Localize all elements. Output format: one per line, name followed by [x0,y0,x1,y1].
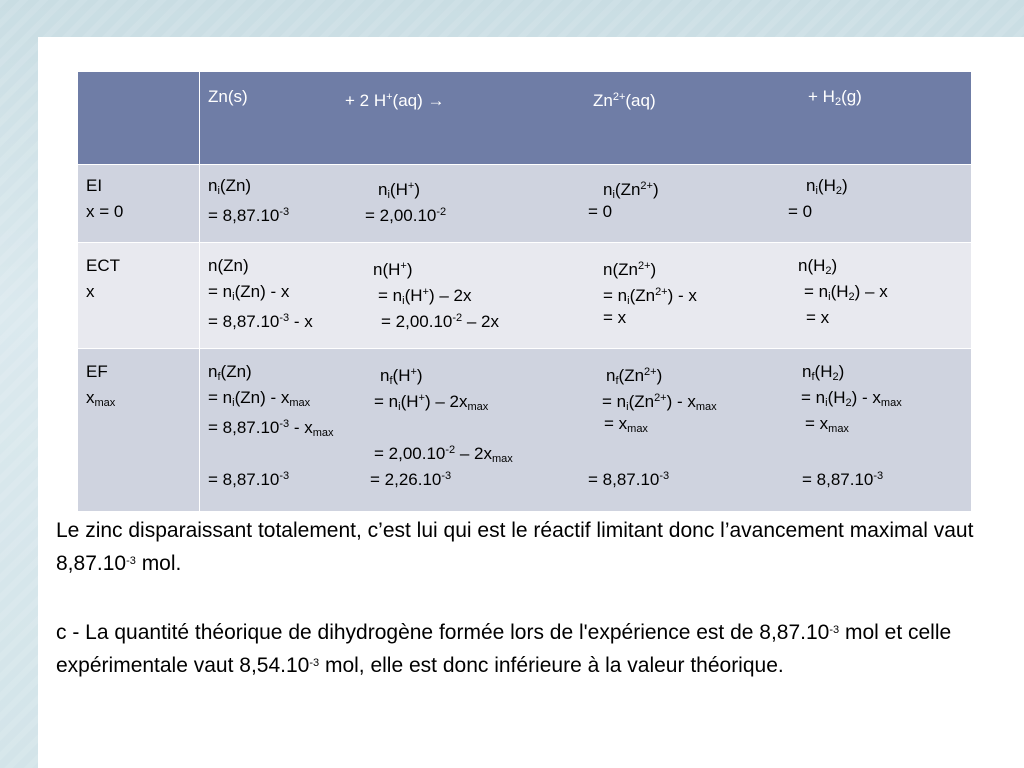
ect-l2-zn2: = $n_i(Zn^{2+})$ - x [603,286,697,307]
ect-l2-h: = $n_i(H^+) - 2x$ [378,286,472,307]
ef-l2-zn: = $n_i(Zn) - x_{max}$ [208,388,311,409]
ei-l2-zn2: = 0 [588,202,613,221]
ei-l2-h2: = 0 [788,202,813,221]
row-ect-label [78,243,200,349]
ect-l3-h2: = x [806,308,830,327]
ect-l1-h: n(H+) [373,260,413,279]
header-h: + 2 H+(aq) → [345,91,445,110]
ei-l1-zn2: $n_i(Zn^{2+})$ [603,180,659,201]
header-zn: Zn(s) [208,87,248,106]
header-empty-cell [78,72,200,165]
ef-l5-zn2: = $8,87.10^{-3}$ [588,470,670,489]
ef-l3-zn: = $8,87.10^{-3} - x_{max}$ [208,418,334,439]
ect-l1-zn: n(Zn) [208,256,249,275]
ef-l4-h: = $2,00.10^{-2} - 2x_{max}$ [374,444,513,465]
header-equation-cell [200,72,972,165]
ef-l2-h2: = $n_i(H_2) - x_{max}$ [801,388,902,409]
ect-l3-zn2: = x [603,308,627,327]
question-c-paragraph: c - La quantité théorique de dihydrogène formée lors de l'expérience est de $8,87.10^{-3}$ mol et celle expérimentale vaut $8,54.10^{-3}$ mol, elle est donc inférieure à la valeur théorique. [56,621,952,677]
ect-label-1: ECT [86,256,120,275]
table-header-row [78,72,972,165]
row-ef [78,349,972,512]
ef-l2-zn2: = $n_i(Zn^{2+}) - x_{max}$ [602,392,717,413]
ef-l3-zn2: = $x_{max}$ [604,414,648,435]
ef-l5-h: = $2,26.10^{-3}$ [370,470,452,489]
row-ei-values [200,165,972,243]
ei-l1-h2: $n_i(H_2)$ [806,176,848,197]
header-h2: + $H_2(g)$ [808,87,862,108]
ei-label-2: x = 0 [86,202,124,221]
row-ef-values [200,349,972,512]
ect-l1-zn2: $n(Zn^{2+})$ [603,260,657,279]
ei-label-1: EI [86,176,103,195]
ef-l1-h2: $n_f(H_2)$ [802,362,845,383]
ef-l1-zn: $n_f(Zn)$ [208,362,252,383]
row-ef-label [78,349,200,512]
ef-l1-zn2: $n_f(Zn^{2+})$ [606,366,663,387]
ei-l1-zn: $n_i(Zn)$ [208,176,252,197]
ef-label-2: $x_{max}$ [86,388,116,409]
ei-l2-zn: = $8,87.10^{-3}$ [208,206,290,225]
row-ei [78,165,972,243]
ect-l2-h2: = $n_i(H_2)$ – x [804,282,888,303]
ect-l2-zn: = $n_i(Zn)$ - x [208,282,290,303]
ei-l1-h: $n_i(H^+)$ [378,180,420,201]
ef-l1-h: $n_f(H^+)$ [380,366,423,387]
ect-label-2: x [86,282,95,301]
ef-l3-h2: = $x_{max}$ [805,414,849,435]
ef-l5-h2: = $8,87.10^{-3}$ [802,470,884,489]
header-zn2: $Zn^{2+}(aq)$ [593,91,656,110]
ei-l2-h: = $2,00.10^{-2}$ [365,206,447,225]
ect-l3-h: = $2,00.10^{-2} - 2x$ [381,312,500,331]
ef-l2-h: = $n_i(H^+) - 2x_{max}$ [374,392,489,413]
ef-l5-zn: = $8,87.10^{-3}$ [208,470,290,489]
row-ect-values [200,243,972,349]
row-ect [78,243,972,349]
ef-label-1: EF [86,362,108,381]
reaction-table [77,71,972,512]
ect-l3-zn: = $8,87.10^{-3}$ - x [208,312,313,331]
row-ei-label [78,165,200,243]
conclusion-paragraph: Le zinc disparaissant totalement, c’est lui qui est le réactif limitant donc l’avancement maximal vaut $8,87.10^{-3}$ mol. [56,519,974,575]
ect-l1-h2: $n(H_2)$ [798,256,838,277]
